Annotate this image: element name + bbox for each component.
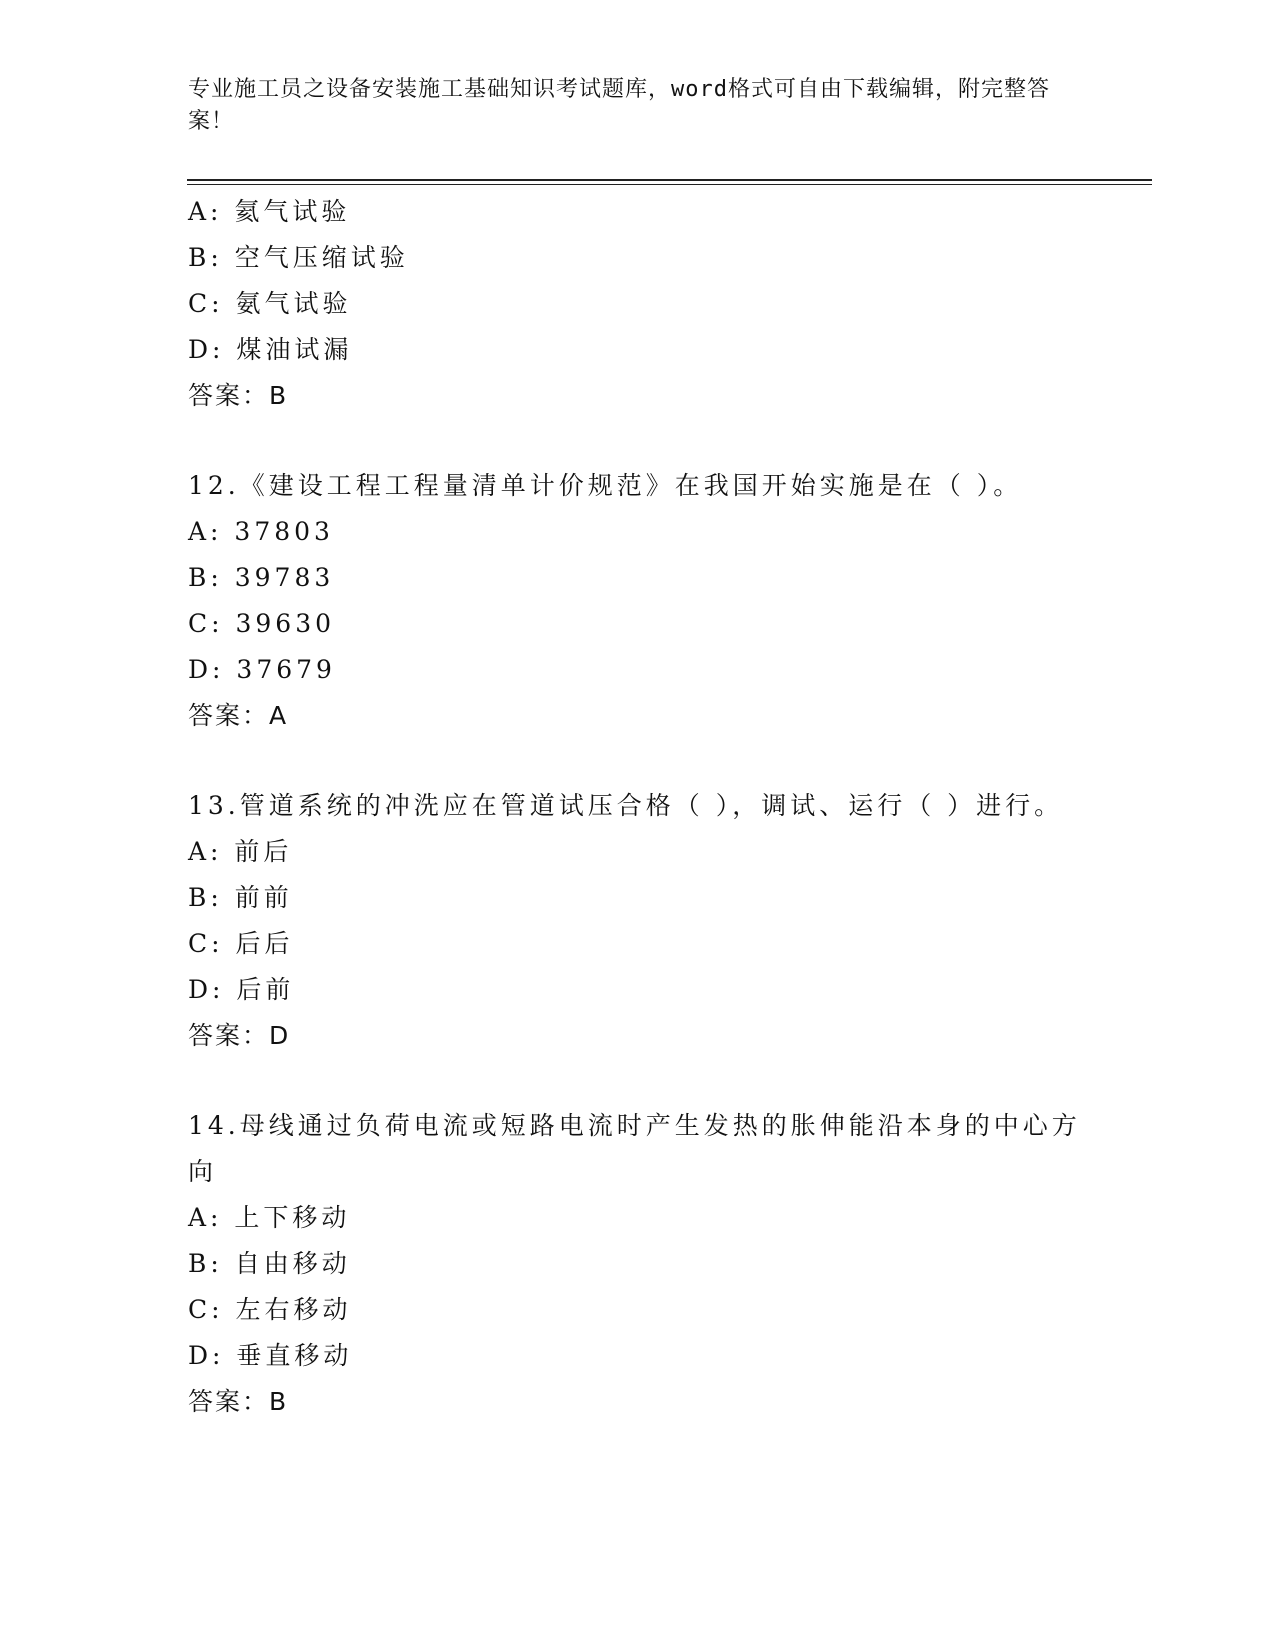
option-a: A: 37803 bbox=[188, 517, 334, 546]
option-a: A: 前后 bbox=[188, 837, 293, 866]
option-a: A: 氦气试验 bbox=[188, 197, 351, 226]
question-block bbox=[188, 1103, 1148, 1425]
option-d: D: 后前 bbox=[188, 975, 295, 1004]
option-a: A: 上下移动 bbox=[188, 1203, 351, 1232]
option-b: B: 39783 bbox=[188, 563, 335, 592]
question-block bbox=[188, 783, 1148, 1059]
option-b: B: 前前 bbox=[188, 883, 293, 912]
document-header: 专业施工员之设备安装施工基础知识考试题库，word格式可自由下载编辑，附完整答案！ bbox=[188, 77, 1050, 134]
option-d: D: 煤油试漏 bbox=[188, 335, 353, 364]
option-c: C: 39630 bbox=[188, 609, 336, 638]
option-d: D: 37679 bbox=[188, 655, 336, 684]
option-b: B: 自由移动 bbox=[188, 1249, 351, 1278]
question-list bbox=[188, 189, 1148, 1425]
question-text: 12.《建设工程工程量清单计价规范》在我国开始实施是在（ ）。 bbox=[188, 471, 1023, 500]
answer-line: 答案：B bbox=[188, 1387, 289, 1416]
answer-line: 答案：D bbox=[188, 1021, 291, 1050]
question-block bbox=[188, 189, 1148, 419]
option-d: D: 垂直移动 bbox=[188, 1341, 353, 1370]
header-divider bbox=[187, 179, 1152, 181]
header-divider-thin bbox=[187, 184, 1152, 185]
option-b: B: 空气压缩试验 bbox=[188, 243, 409, 272]
question-text: 14.母线通过负荷电流或短路电流时产生发热的胀伸能沿本身的中心方向 bbox=[188, 1111, 1081, 1186]
question-block bbox=[188, 463, 1148, 739]
option-c: C: 氨气试验 bbox=[188, 289, 352, 318]
option-c: C: 左右移动 bbox=[188, 1295, 352, 1324]
question-text: 13.管道系统的冲洗应在管道试压合格（ ），调试、运行（ ）进行。 bbox=[188, 791, 1064, 820]
option-c: C: 后后 bbox=[188, 929, 294, 958]
answer-line: 答案：B bbox=[188, 381, 289, 410]
answer-line: 答案：A bbox=[188, 701, 289, 730]
